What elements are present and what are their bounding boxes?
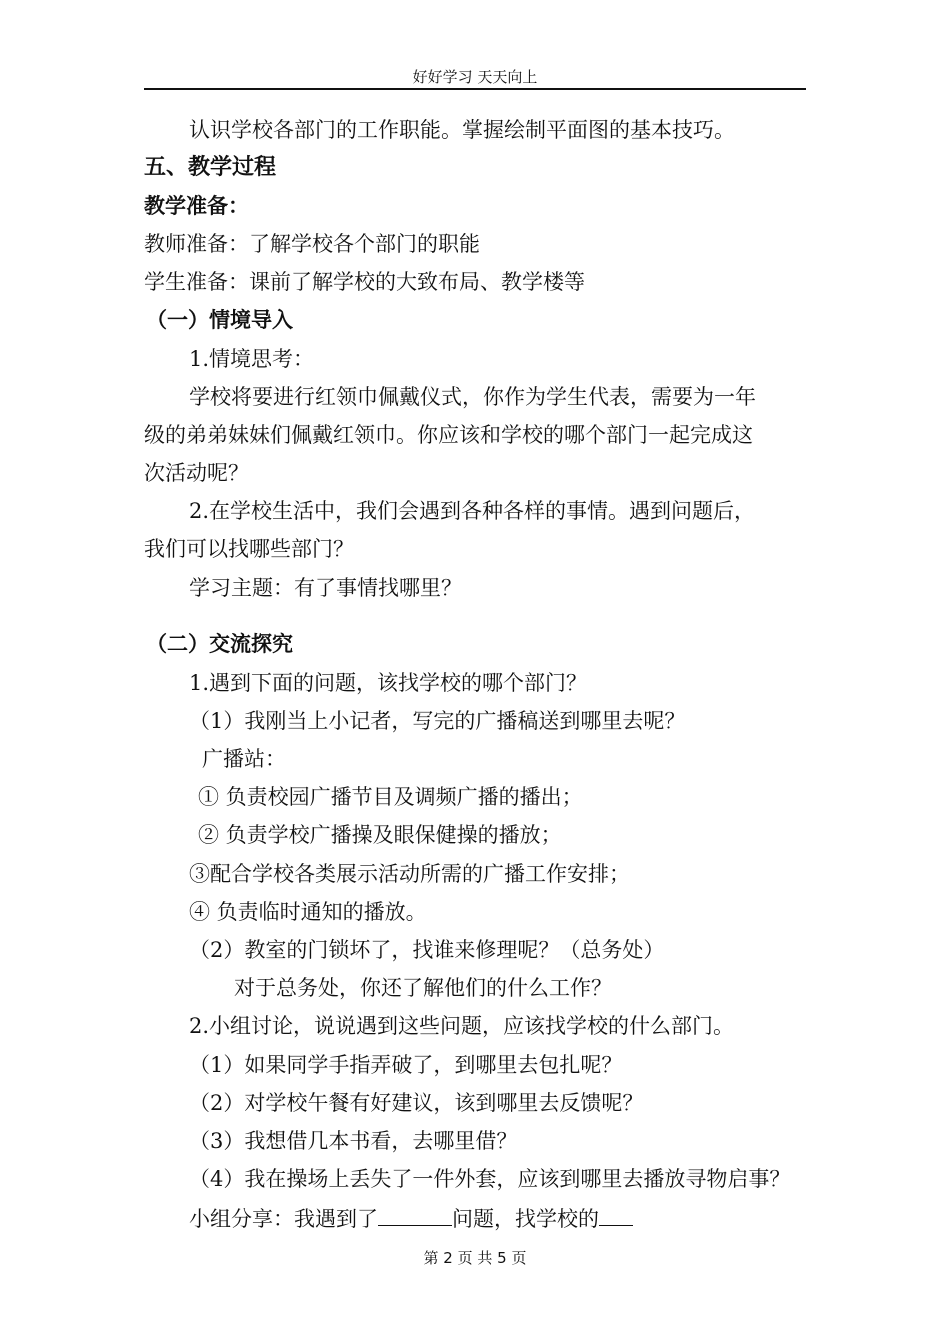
- body-line: 级的弟弟妹妹们佩戴红领巾。你应该和学校的哪个部门一起完成这: [144, 423, 753, 447]
- body-line: 1.遇到下面的问题，该找学校的哪个部门？: [189, 671, 588, 695]
- body-line: 2.在学校生活中，我们会遇到各种各样的事情。遇到问题后，: [189, 499, 756, 523]
- body-line: 教师准备：了解学校各个部门的职能: [144, 232, 480, 256]
- body-line: 1.情境思考：: [189, 347, 315, 371]
- body-line: （1）我刚当上小记者，写完的广播稿送到哪里去呢？: [189, 709, 686, 733]
- list-item: （3）我想借几本书看，去哪里借？: [189, 1129, 518, 1153]
- share-line: [189, 1203, 633, 1233]
- list-item: ④ 负责临时通知的播放。: [189, 900, 427, 924]
- list-item: ① 负责校园广播节目及调频广播的播出；: [198, 785, 583, 809]
- list-item: ③配合学校各类展示活动所需的广播工作安排；: [189, 862, 630, 886]
- page-footer: 第 2 页 共 5 页: [423, 1249, 527, 1267]
- body-line: （2）教室的门锁坏了，找谁来修理呢？（总务处）: [189, 938, 665, 962]
- page-header: 好好学习 天天向上: [412, 68, 538, 86]
- header-rule: [144, 88, 806, 90]
- subheading: 教学准备：: [144, 194, 249, 218]
- blank-field: [599, 1203, 633, 1226]
- list-item: （1）如果同学手指弄破了，到哪里去包扎呢？: [189, 1053, 623, 1077]
- body-line: 2.小组讨论，说说遇到这些问题，应该找学校的什么部门。: [189, 1014, 735, 1038]
- share-prefix: 小组分享：我遇到了: [189, 1207, 378, 1231]
- body-line: 对于总务处，你还了解他们的什么工作？: [234, 976, 612, 1000]
- section-heading: 五、教学过程: [144, 155, 277, 180]
- list-item: （2）对学校午餐有好建议，该到哪里去反馈呢？: [189, 1091, 644, 1115]
- body-line: 学习主题：有了事情找哪里？: [189, 576, 462, 600]
- body-line: 学生准备：课前了解学校的大致布局、教学楼等: [144, 270, 585, 294]
- list-item: ② 负责学校广播操及眼保健操的播放；: [198, 823, 562, 847]
- body-line: 次活动呢？: [144, 461, 249, 485]
- body-line: 学校将要进行红领巾佩戴仪式，你作为学生代表，需要为一年: [189, 385, 756, 409]
- body-line: 我们可以找哪些部门？: [144, 537, 354, 561]
- body-line: 广播站：: [202, 747, 286, 771]
- subheading: （二）交流探究: [146, 632, 293, 656]
- blank-field: [378, 1203, 452, 1226]
- list-item: （4）我在操场上丢失了一件外套，应该到哪里去播放寻物启事？: [189, 1167, 791, 1191]
- share-middle: 问题，找学校的: [452, 1207, 599, 1231]
- body-line: 认识学校各部门的工作职能。掌握绘制平面图的基本技巧。: [189, 118, 735, 142]
- subheading: （一）情境导入: [146, 308, 293, 332]
